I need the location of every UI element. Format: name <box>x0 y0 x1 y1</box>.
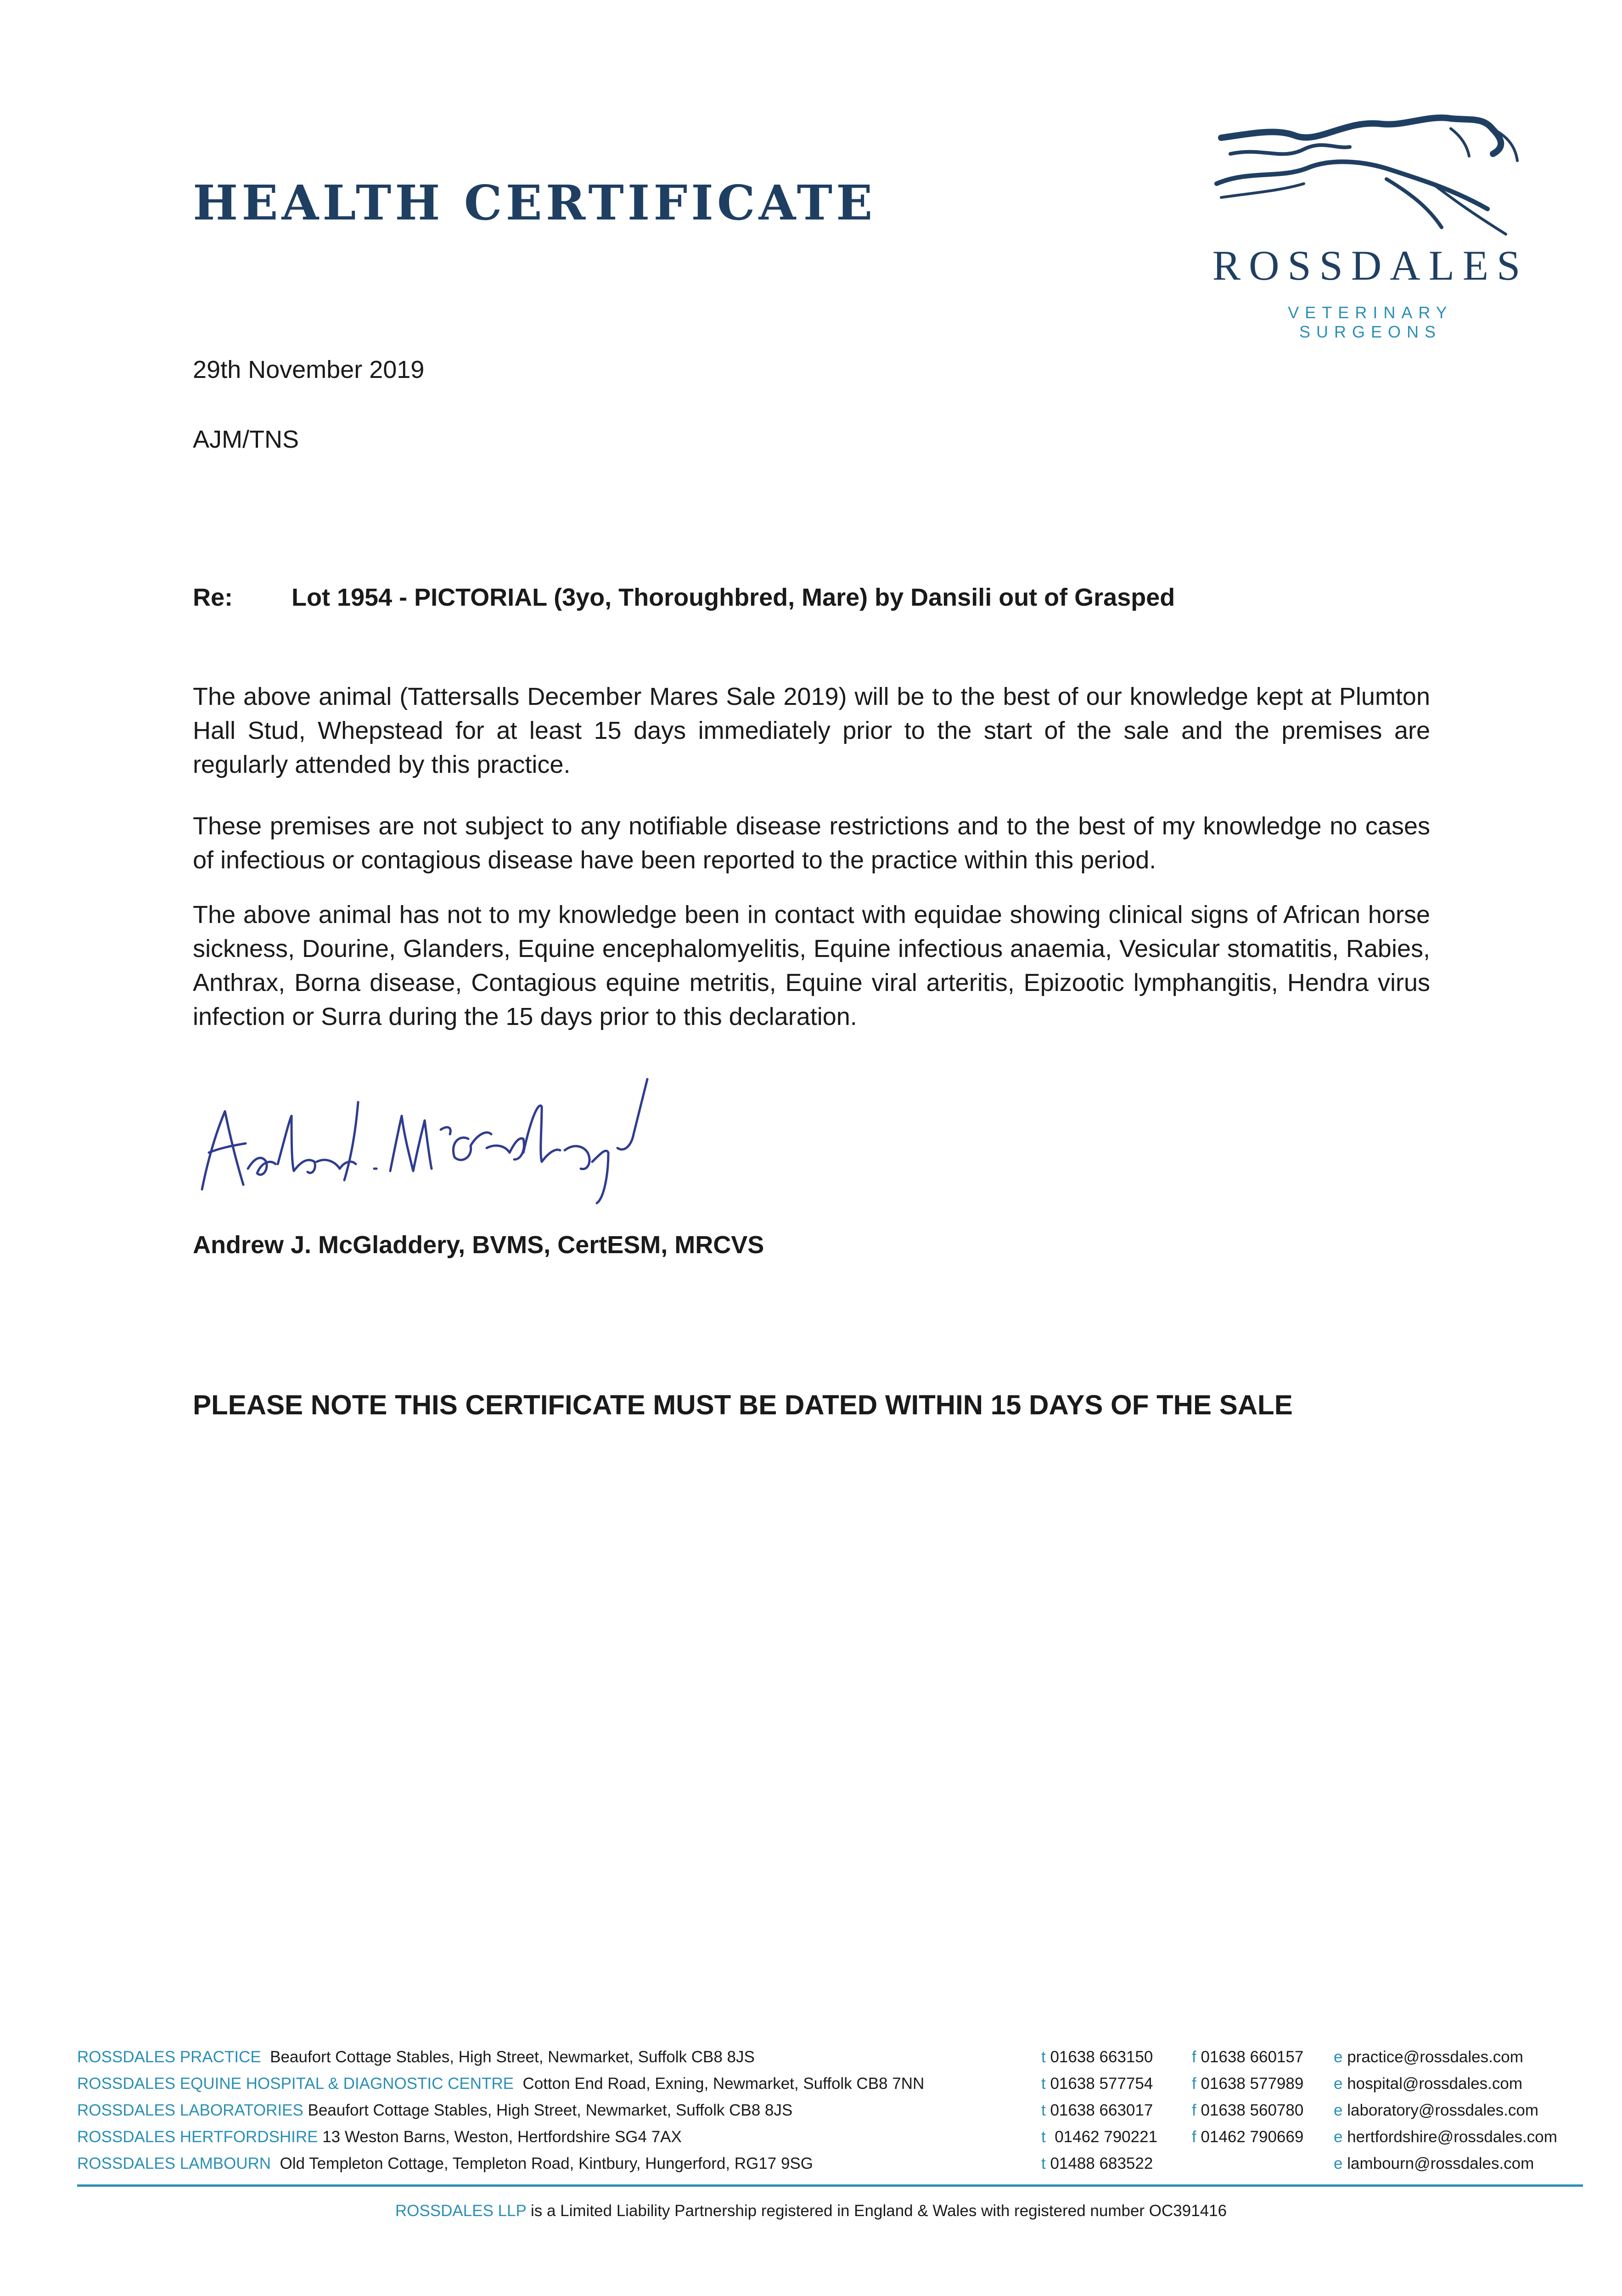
footer-fax: f 01638 660157 <box>1192 2048 1304 2066</box>
footer-address: Old Templeton Cottage, Templeton Road, Kintbury, Hungerford, RG17 9SG <box>280 2155 813 2172</box>
footer-address-line <box>77 2075 924 2093</box>
footer-fax: f 01638 577989 <box>1192 2075 1304 2093</box>
dating-notice: PLEASE NOTE THIS CERTIFICATE MUST BE DATED WITHIN 15 DAYS OF THE SALE <box>193 1390 1293 1420</box>
footer-divider <box>77 2184 1583 2187</box>
llp-name: ROSSDALES LLP <box>395 2202 527 2220</box>
footer-row <box>77 2048 1583 2075</box>
footer-address: 13 Weston Barns, Weston, Hertfordshire SG4 7AX <box>322 2128 682 2146</box>
footer-address-line <box>77 2128 682 2146</box>
rossdales-logo <box>1212 110 1529 341</box>
footer-phone[interactable]: t 01638 663150 <box>1041 2048 1153 2066</box>
footer-branch-name: ROSSDALES HERTFORDSHIRE <box>77 2128 318 2146</box>
logo-name: ROSSDALES <box>1212 242 1529 289</box>
footer-branch-name: ROSSDALES LABORATORIES <box>77 2101 303 2119</box>
footer-email[interactable]: e hospital@rossdales.com <box>1334 2075 1523 2093</box>
footer-fax: f 01638 560780 <box>1192 2101 1304 2119</box>
llp-registration <box>0 2202 1622 2220</box>
footer-email[interactable]: e lambourn@rossdales.com <box>1334 2155 1534 2172</box>
footer-phone[interactable]: t 01638 663017 <box>1041 2101 1153 2119</box>
subject-text: Lot 1954 - PICTORIAL (3yo, Thoroughbred, Mare) by Dansili out of Grasped <box>292 584 1175 611</box>
footer-branch-name: ROSSDALES LAMBOURN <box>77 2155 271 2172</box>
footer-row <box>77 2075 1583 2101</box>
footer-fax: f 01462 790669 <box>1192 2128 1304 2146</box>
paragraph-2: These premises are not subject to any notifiable disease restrictions and to the best of my knowledge no cases of infectious or contagious disease have been reported to the practice within this period. <box>193 812 1430 874</box>
footer-address: Beaufort Cottage Stables, High Street, Newmarket, Suffolk CB8 8JS <box>270 2048 755 2066</box>
reference-code: AJM/TNS <box>193 426 299 453</box>
subject-line <box>193 583 1175 612</box>
footer-branch-name: ROSSDALES PRACTICE <box>77 2048 261 2066</box>
footer-email[interactable]: e hertfordshire@rossdales.com <box>1334 2128 1557 2146</box>
footer-branch-name: ROSSDALES EQUINE HOSPITAL & DIAGNOSTIC CENTRE <box>77 2075 514 2093</box>
footer-phone[interactable]: t 01638 577754 <box>1041 2075 1153 2093</box>
logo-subtitle: VETERINARY SURGEONS <box>1288 303 1453 341</box>
paragraph-3: The above animal has not to my knowledge been in contact with equidae showing clinical signs of African horse sickness, Dourine, Glanders, Equine encephalomyelitis, Equine infectious anaemia, Vesicular stomatitis, Rabies, Anthrax, Borna disease, Contagious equine metritis, Equine viral arteritis, Epizootic lymphangitis, Hendra virus infection or Surra during the 15 days prior to this declaration. <box>193 901 1430 1030</box>
footer-email[interactable]: e laboratory@rossdales.com <box>1334 2101 1539 2119</box>
footer-phone[interactable]: t 01462 790221 <box>1041 2128 1158 2146</box>
footer-address-line <box>77 2155 813 2173</box>
paragraph-1: The above animal (Tattersalls December Mares Sale 2019) will be to the best of our knowledge kept at Plumton Hall Stud, Whepstead for at least 15 days immediately prior to the start of the sale and the premises are regularly attended by this practice. <box>193 683 1430 778</box>
llp-text: is a Limited Liability Partnership registered in England & Wales with registered number OC391416 <box>530 2202 1227 2220</box>
footer-row <box>77 2101 1583 2128</box>
footer-contacts <box>77 2048 1583 2181</box>
subject-label: Re: <box>193 584 233 611</box>
footer-address-line <box>77 2048 755 2066</box>
horse-logo-icon <box>1212 110 1529 243</box>
handwritten-signature <box>193 1065 670 1217</box>
footer-address: Cotton End Road, Exning, Newmarket, Suffolk CB8 7NN <box>522 2075 925 2093</box>
footer-phone[interactable]: t 01488 683522 <box>1041 2155 1153 2172</box>
certificate-date: 29th November 2019 <box>193 356 425 383</box>
footer-row <box>77 2155 1583 2181</box>
signatory-name: Andrew J. McGladdery, BVMS, CertESM, MRCVS <box>193 1231 764 1259</box>
footer-address: Beaufort Cottage Stables, High Street, Newmarket, Suffolk CB8 8JS <box>308 2101 793 2119</box>
document-title: HEALTH CERTIFICATE <box>193 174 876 231</box>
footer-address-line <box>77 2101 792 2120</box>
footer-email[interactable]: e practice@rossdales.com <box>1334 2048 1523 2066</box>
footer-row <box>77 2128 1583 2155</box>
